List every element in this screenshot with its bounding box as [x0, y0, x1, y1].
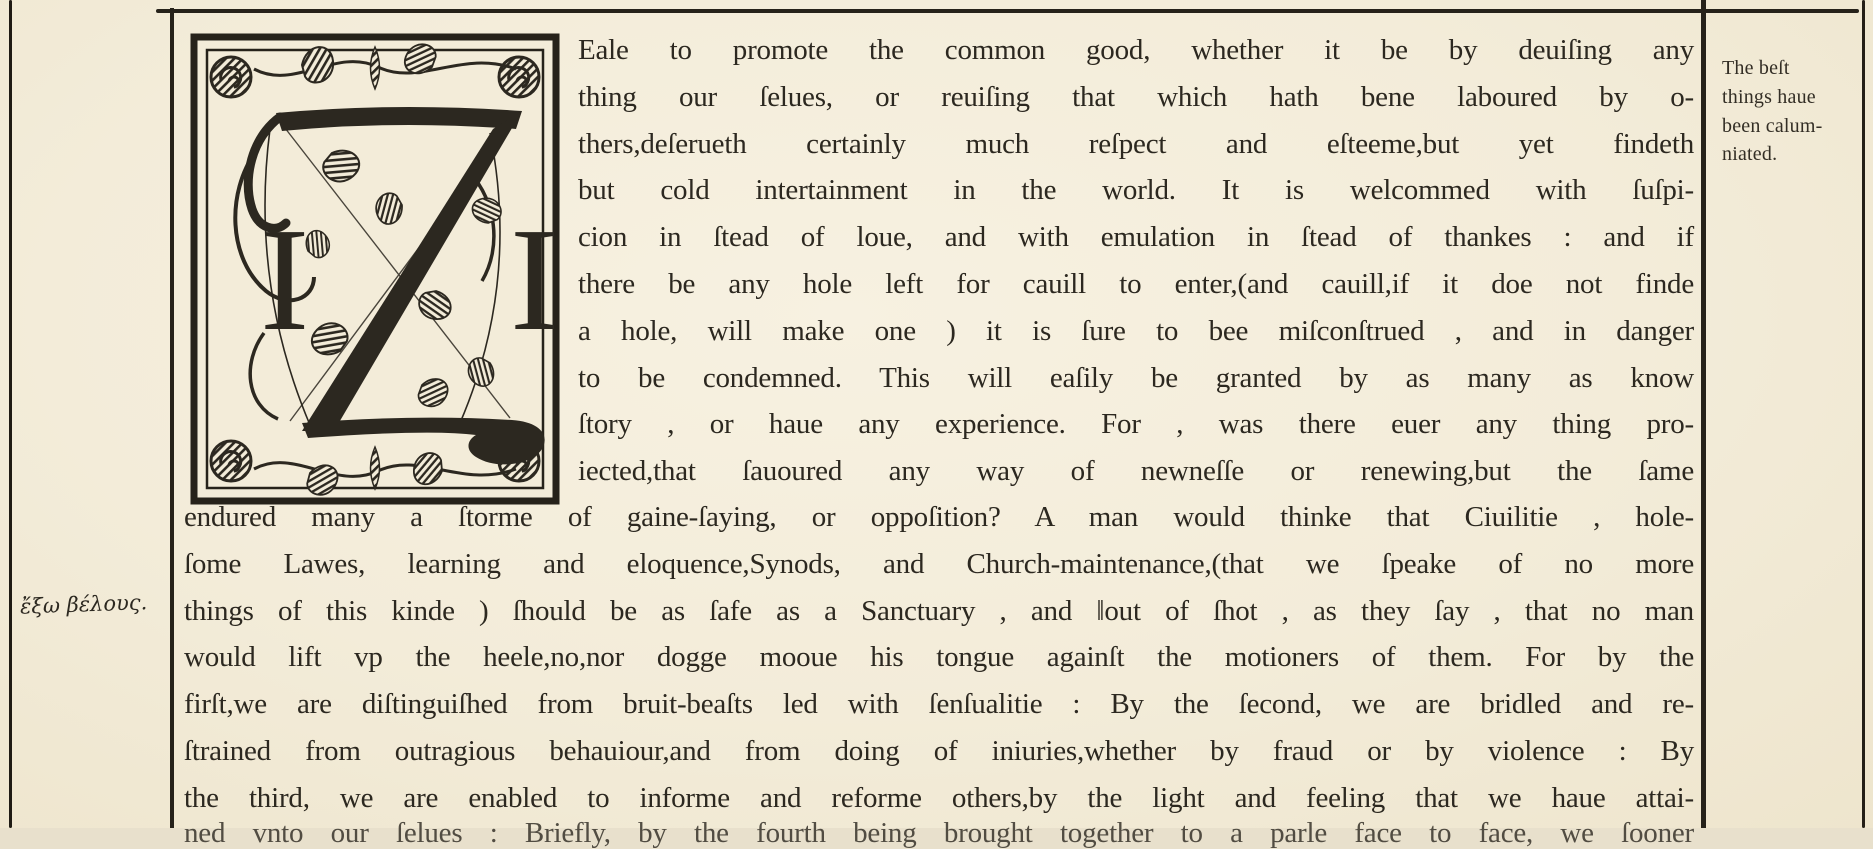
margin-note-line: The beſt	[1722, 57, 1790, 79]
body-line: ned vnto our ſelues : Briefly, by the fourth being brought together to a parle face to face, we ſooner	[184, 817, 1694, 849]
body-line: iected,that ſauoured any way of newneſſe or renewing,but the ſame	[578, 455, 1694, 488]
margin-note-line: things haue	[1722, 85, 1816, 108]
left-page-edge-line	[9, 0, 12, 828]
body-line: firſt,we are diſtinguiſhed from bruit-beaſts led with ſenſualitie : By the ſecond, we are bridled and re-	[184, 688, 1694, 721]
body-line: thers,deſerueth certainly much reſpect and eſteeme,but yet findeth	[578, 127, 1694, 160]
body-line: there be any hole left for cauill to enter,(and cauill,if it doe not finde	[578, 267, 1694, 300]
right-margin-note	[1722, 54, 1844, 169]
body-text-indented-column	[578, 27, 1694, 495]
body-line: ſtory , or haue any experience. For , was there euer any thing pro-	[578, 408, 1694, 441]
body-line: to be condemned. This will eaſily be granted by as many as know	[578, 361, 1694, 394]
body-line: Eale to promote the common good, whether it be by deuiſing any	[578, 34, 1694, 66]
body-text-full-column	[184, 494, 1694, 822]
body-line: would lift vp the heele,no,nor dogge mooue his tongue againſt the motioners of them. For by the	[184, 641, 1694, 674]
body-line: endured many a ſtorme of gaine-ſaying, or oppoſition? A man would thinke that Ciuilitie , hole-	[184, 501, 1694, 533]
drop-cap-flank-left-letter: I	[260, 198, 310, 362]
clipped-last-line	[184, 817, 1694, 849]
drop-cap-flank-right-letter: I	[510, 198, 560, 362]
body-line: ſtrained from outragious behauiour,and from doing of iniuries,whether by fraud or by violence : By	[184, 734, 1694, 767]
body-line: cion in ſtead of loue, and with emulation in ſtead of thankes : and if	[578, 221, 1694, 254]
body-line: thing our ſelues, or reuiſing that which hath bene laboured by o-	[578, 80, 1694, 113]
body-line: a hole, will make one ) it is ſure to bee miſconſtrued , and in danger	[578, 314, 1694, 347]
margin-note-line: niated.	[1722, 143, 1778, 166]
body-line: the third, we are enabled to informe and reforme others,by the light and feeling that we haue attai-	[184, 781, 1694, 814]
text-frame-right-rule	[1701, 0, 1706, 828]
right-page-edge-line	[1862, 0, 1865, 828]
body-line: ſome Lawes, learning and eloquence,Synods, and Church-maintenance,(that we ſpeake of no more	[184, 547, 1694, 580]
margin-note-line: been calum-	[1722, 114, 1823, 137]
left-margin-note-greek: ἔξω βέλους.	[19, 590, 148, 619]
body-line: but cold intertainment in the world. It is welcommed with ſuſpi-	[578, 174, 1694, 207]
top-border-rule	[156, 9, 1859, 13]
drop-cap-woodcut	[190, 33, 560, 505]
text-frame-left-rule	[170, 8, 174, 828]
body-line: things of this kinde ) ſhould be as ſafe as a Sanctuary , and ‖out of ſhot , as they ſay , that no man	[184, 594, 1694, 627]
